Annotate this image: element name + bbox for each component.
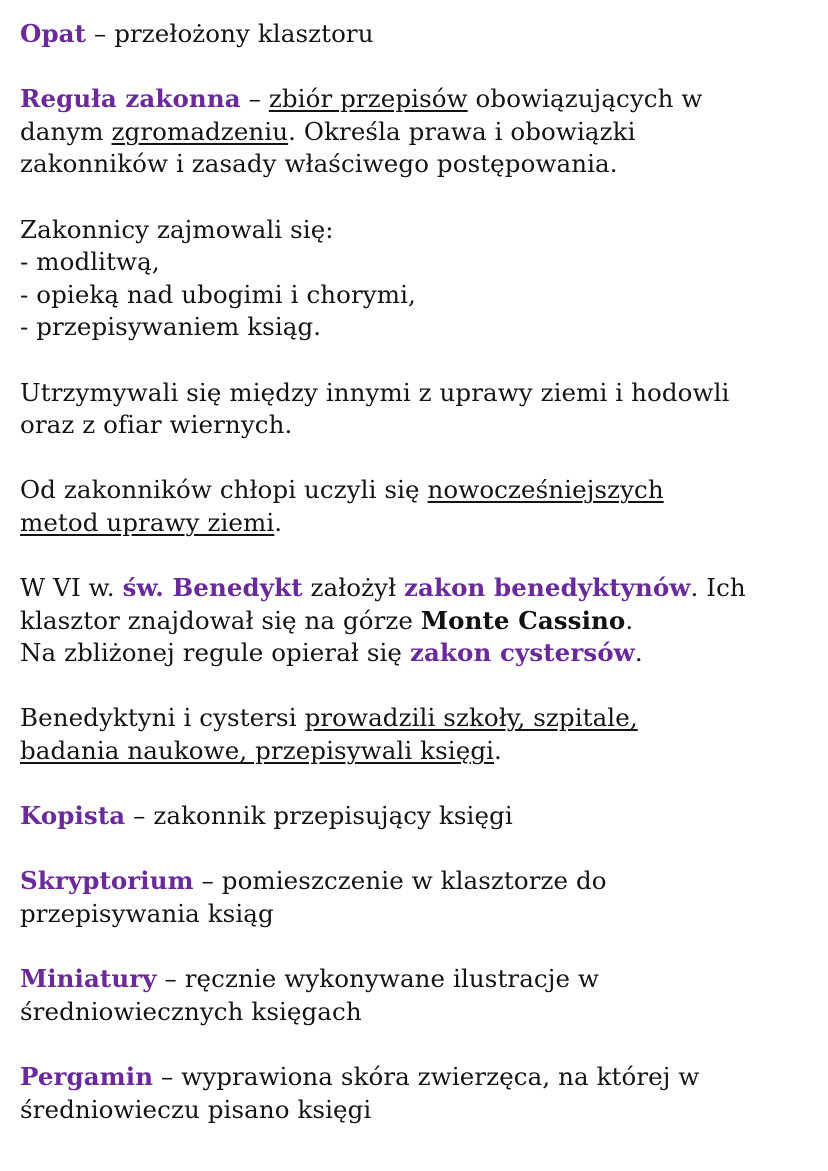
text-line: Utrzymywali się między innymi z uprawy ziemi i hodowli [20, 377, 730, 407]
peasants-paragraph [20, 474, 820, 539]
text-fragment: założył [302, 573, 405, 603]
text-fragment: . Określa prawa i obowiązki [288, 116, 636, 146]
text-line: oraz z ofiar wiernych. [20, 410, 293, 440]
definition-text: – przełożony klasztoru [86, 19, 374, 48]
underlined-phrase: prowadzili szkoły, szpitale, [304, 703, 638, 733]
text-fragment: obowiązujących w [467, 84, 703, 114]
text-fragment: . [634, 638, 643, 668]
activities-intro: Zakonnicy zajmowali się: [20, 214, 334, 244]
activities-section [20, 214, 820, 344]
text-fragment: . [625, 605, 634, 635]
list-item: - modlitwą, [20, 247, 160, 277]
definition-pergamin [20, 1061, 820, 1126]
definition-regula-zakonna [20, 83, 820, 181]
monte-cassino: Monte Cassino [420, 605, 626, 635]
definition-miniatury [20, 963, 820, 1028]
term-saint-benedict: św. Benedykt [122, 573, 303, 603]
text-fragment: . [274, 507, 283, 537]
text-fragment: danym [20, 116, 112, 146]
term-pergamin: Pergamin [20, 1062, 154, 1091]
underlined-phrase: nowocześniejszych [427, 475, 664, 505]
text-fragment: – [240, 84, 269, 114]
text-fragment: Benedyktyni i cystersi [20, 703, 305, 733]
definition-skryptorium [20, 865, 820, 930]
definition-text: – ręcznie wykonywane ilustracje w [156, 964, 600, 994]
definition-text: średniowiecznych księgach [20, 996, 362, 1026]
underlined-phrase: metod uprawy ziemi [20, 507, 275, 537]
term-cistercian-order: zakon cystersów [409, 638, 635, 668]
definition-opat [20, 18, 820, 51]
text-fragment: Od zakonników chłopi uczyli się [20, 475, 428, 505]
text-fragment: . [494, 736, 502, 766]
underlined-phrase: zbiór przepisów [268, 84, 468, 114]
text-fragment: W VI w. [20, 573, 123, 603]
definition-text: przepisywania ksiąg [20, 899, 274, 929]
definition-text: – pomieszczenie w klasztorze do [193, 866, 607, 896]
term-regula-zakonna: Reguła zakonna [20, 84, 241, 114]
note-page [20, 18, 820, 1159]
term-skryptorium: Skryptorium [20, 866, 194, 896]
text-fragment: Na zbliżonej regule opierał się [20, 638, 410, 668]
text-fragment: zakonników i zasady właściwego postępowania. [20, 149, 618, 179]
definition-text: – zakonnik przepisujący księgi [125, 801, 513, 831]
text-fragment: klasztor znajdował się na górze [20, 605, 421, 635]
schools-paragraph [20, 702, 820, 767]
definition-kopista [20, 800, 820, 833]
term-benedictine-order: zakon benedyktynów [404, 573, 691, 603]
term-kopista: Kopista [20, 801, 126, 831]
text-fragment: . Ich [690, 573, 746, 603]
definition-text: – wyprawiona skóra zwierzęca, na której w [153, 1062, 700, 1091]
benedict-paragraph [20, 572, 820, 670]
term-miniatury: Miniatury [20, 964, 157, 994]
list-item: - przepisywaniem ksiąg. [20, 312, 322, 342]
income-paragraph [20, 377, 820, 442]
term-opat: Opat [20, 19, 87, 48]
definition-text: średniowieczu pisano księgi [20, 1094, 372, 1124]
underlined-phrase: badania naukowe, przepisywali księgi [20, 736, 495, 766]
underlined-phrase: zgromadzeniu [111, 116, 289, 146]
list-item: - opieką nad ubogimi i chorymi, [20, 279, 416, 309]
